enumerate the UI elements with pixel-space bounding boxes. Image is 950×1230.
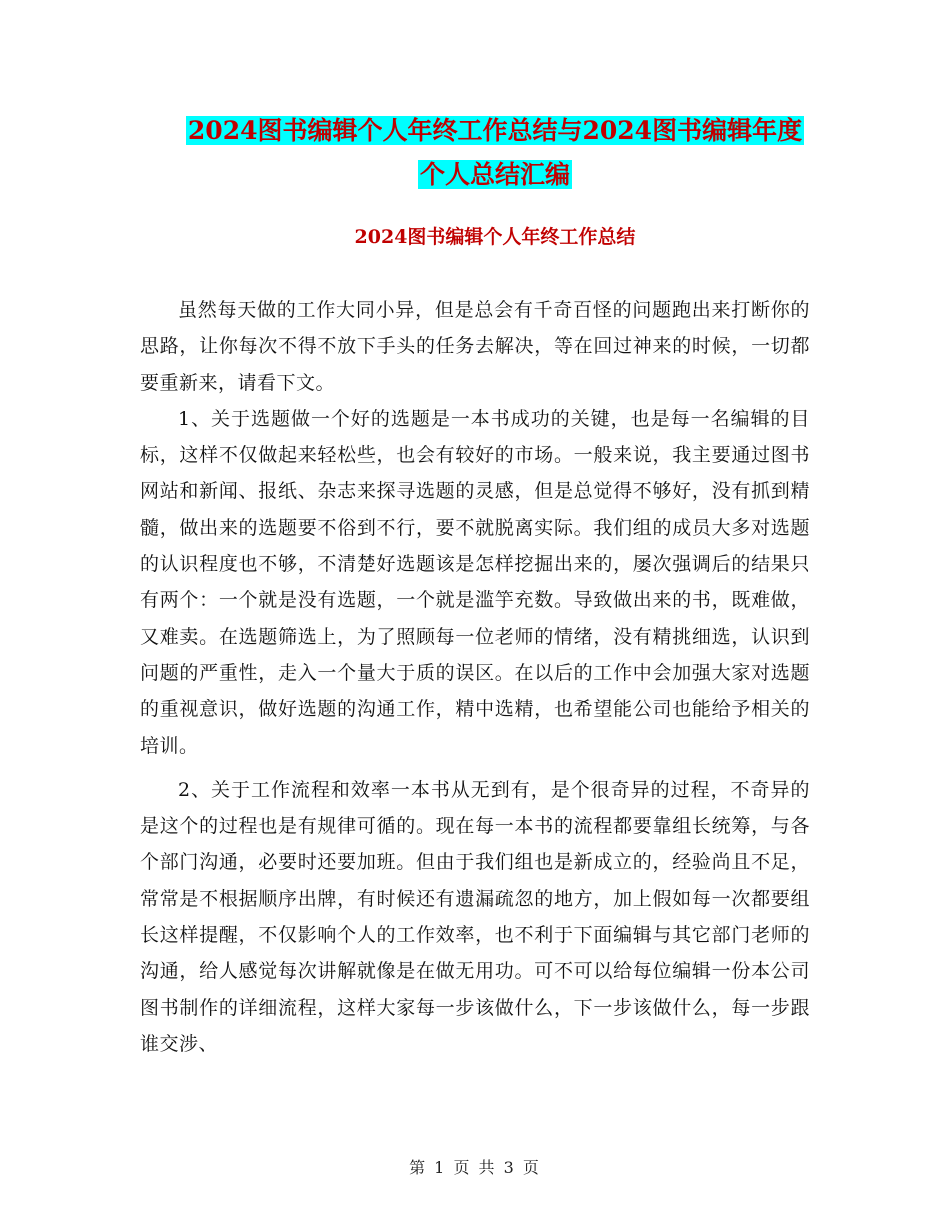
paragraph-intro: 虽然每天做的工作大同小异，但是总会有千奇百怪的问题跑出来打断你的思路，让你每次不得不放下手头的任务去解决，等在回过神来的时候，一切都要重新来，请看下文。 [140, 299, 810, 394]
section-title: 2024图书编辑个人年终工作总结 [354, 226, 636, 248]
body-text [140, 292, 810, 1062]
title-highlight-2: 个人总结汇编 [419, 160, 570, 189]
title-highlight-1: 2024图书编辑个人年终工作总结与2024图书编辑年度 [187, 116, 803, 145]
paragraph-workflow: 2、关于工作流程和效率一本书从无到有，是个很奇异的过程，不奇异的是这个的过程也是有规律可循的。现在每一本书的流程都要靠组长统筹，与各个部门沟通，必要时还要加班。但由于我们组也是新成立的，经验尚且不足，常常是不根据顺序出牌，有时候还有遗漏疏忽的地方，加上假如每一次都要组长这样提醒，不仅影响个人的工作效率，也不利于下面编辑与其它部门老师的沟通，给人感觉每次讲解就像是在做无用功。可不可以给每位编辑一份本公司图书制作的详细流程，这样大家每一步该做什么，下一步该做什么，每一步跟谁交涉、 [140, 778, 810, 1055]
page-footer: 第 1 页 共 3 页 [409, 1158, 541, 1177]
document-title-line-2 [140, 155, 850, 195]
paragraph-topic-selection: 1、关于选题做一个好的选题是一本书成功的关键，也是每一名编辑的目标，这样不仅做起来轻松些，也会有较好的市场。一般来说，我主要通过图书网站和新闻、报纸、杂志来探寻选题的灵感，但是总觉得不够好，没有抓到精髓，做出来的选题要不俗到不行，要不就脱离实际。我们组的成员大多对选题的认识程度也不够，不清楚好选题该是怎样挖掘出来的，屡次强调后的结果只有两个：一个就是没有选题，一个就是滥竽充数。导致做出来的书，既难做，又难卖。在选题筛选上，为了照顾每一位老师的情绪，没有精挑细选，认识到问题的严重性，走入一个量大于质的误区。在以后的工作中会加强大家对选题的重视意识，做好选题的沟通工作，精中选精，也希望能公司也能给予相关的培训。 [140, 407, 810, 757]
document-title-line-1 [140, 111, 850, 151]
